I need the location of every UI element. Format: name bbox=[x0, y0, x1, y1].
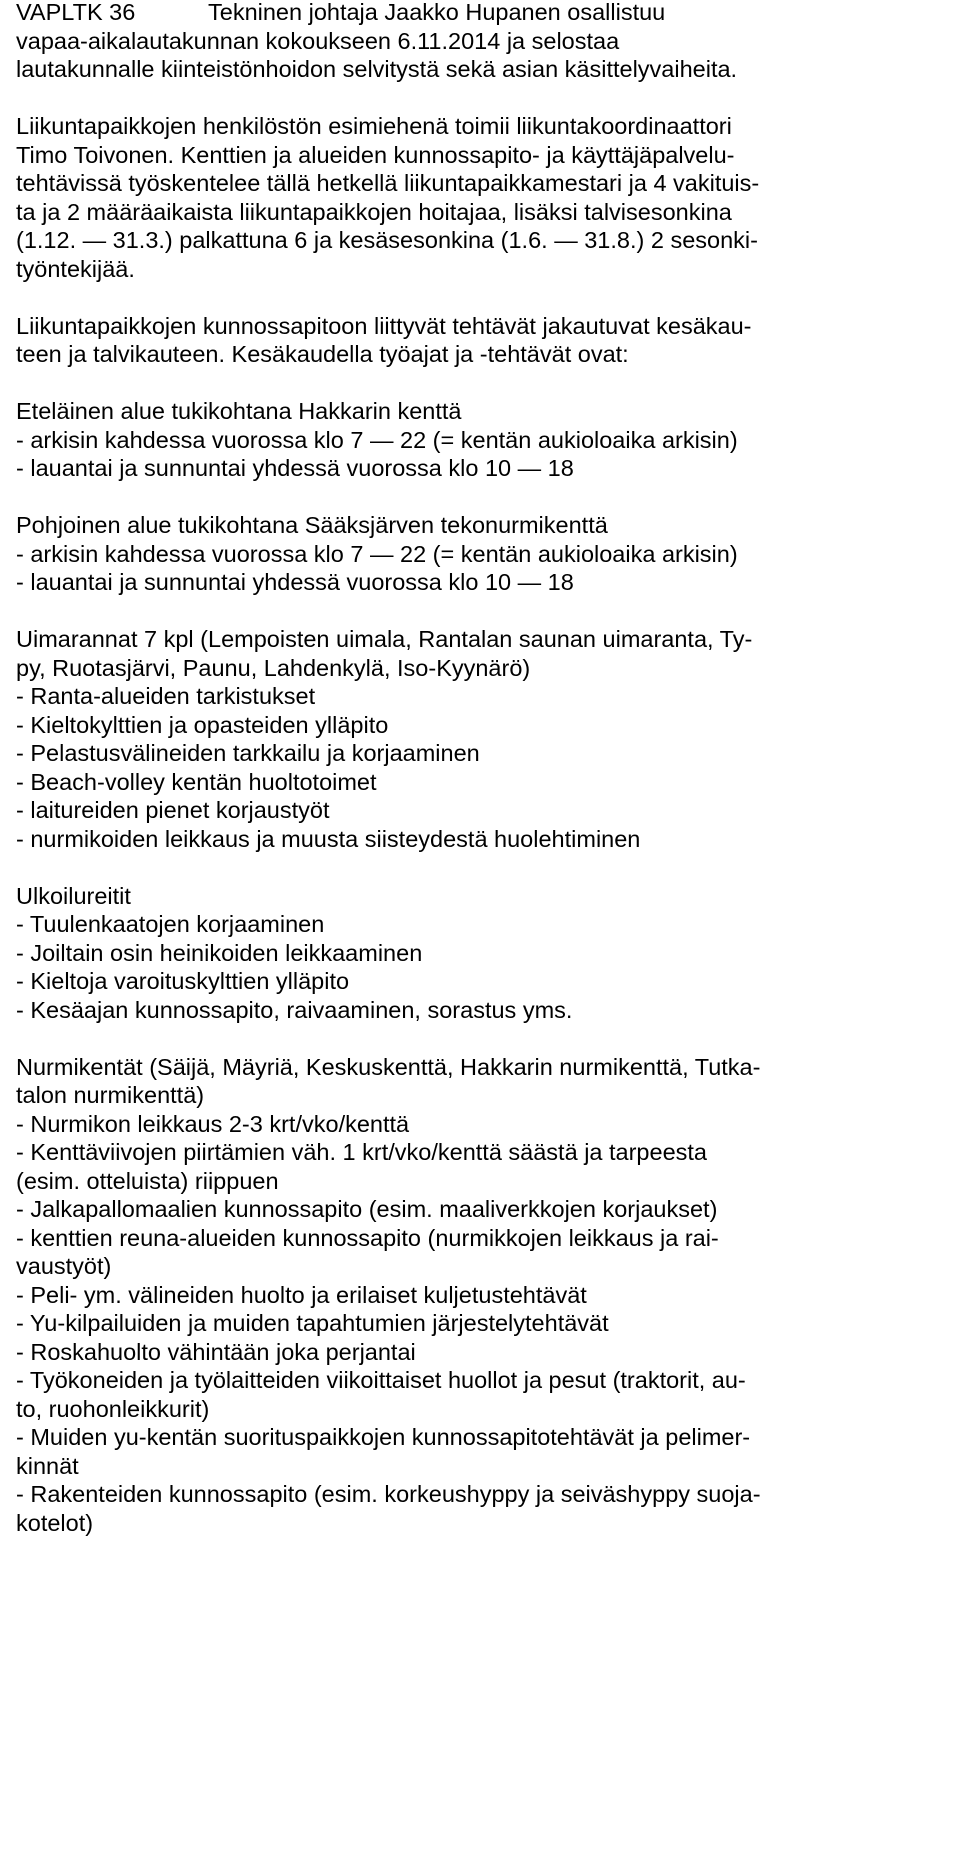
text-line: vapaa-aikalautakunnan kokoukseen 6.11.2014 ja selostaa bbox=[16, 28, 620, 54]
list-item: - Muiden yu-kentän suorituspaikkojen kunnossapitotehtävät ja pelimer- bbox=[16, 1424, 751, 1450]
area-heading: Ulkoilureitit bbox=[16, 883, 131, 909]
list-item: - lauantai ja sunnuntai yhdessä vuorossa klo 10 — 18 bbox=[16, 455, 574, 481]
text-line: teen ja talvikauteen. Kesäkaudella työajat ja -tehtävät ovat: bbox=[16, 341, 629, 367]
list-item: - kenttien reuna-alueiden kunnossapito (nurmikkojen leikkaus ja rai- bbox=[16, 1225, 719, 1251]
list-item: - Työkoneiden ja työlaitteiden viikoittaiset huollot ja pesut (traktorit, au- bbox=[16, 1367, 746, 1393]
list-item: - Beach-volley kentän huoltotoimet bbox=[16, 769, 377, 795]
text-line: tehtävissä työskentelee tällä hetkellä liikuntapaikkamestari ja 4 vakituis- bbox=[16, 170, 760, 196]
list-item: - Roskahuolto vähintään joka perjantai bbox=[16, 1339, 416, 1365]
list-item: (esim. otteluista) riippuen bbox=[16, 1168, 279, 1194]
list-item: - nurmikoiden leikkaus ja muusta siisteydestä huolehtiminen bbox=[16, 826, 641, 852]
list-item: - arkisin kahdessa vuorossa klo 7 — 22 (= kentän aukioloaika arkisin) bbox=[16, 541, 738, 567]
list-item: - Kieltoja varoituskylttien ylläpito bbox=[16, 968, 350, 994]
list-item: kinnät bbox=[16, 1453, 79, 1479]
list-item: - Rakenteiden kunnossapito (esim. korkeushyppy ja seiväshyppy suoja- bbox=[16, 1481, 761, 1507]
area-heading: Uimarannat 7 kpl (Lempoisten uimala, Rantalan saunan uimaranta, Ty- bbox=[16, 626, 753, 652]
text-line: Liikuntapaikkojen henkilöstön esimiehenä toimii liikuntakoordinaattori bbox=[16, 113, 732, 139]
text-line: (1.12. — 31.3.) palkattuna 6 ja kesäsesonkina (1.6. — 31.8.) 2 sesonki- bbox=[16, 227, 758, 253]
list-item: - arkisin kahdessa vuorossa klo 7 — 22 (= kentän aukioloaika arkisin) bbox=[16, 427, 738, 453]
list-item: vaustyöt) bbox=[16, 1253, 112, 1279]
area-heading: talon nurmikenttä) bbox=[16, 1082, 205, 1108]
list-item: - Nurmikon leikkaus 2-3 krt/vko/kenttä bbox=[16, 1111, 410, 1137]
section-intro-line: Tekninen johtaja Jaakko Hupanen osallistuu bbox=[208, 0, 666, 25]
list-item: - laitureiden pienet korjaustyöt bbox=[16, 797, 330, 823]
list-item: - Pelastusvälineiden tarkkailu ja korjaaminen bbox=[16, 740, 480, 766]
area-heading: Eteläinen alue tukikohtana Hakkarin kenttä bbox=[16, 398, 462, 424]
list-item: to, ruohonleikkurit) bbox=[16, 1396, 210, 1422]
list-item: - Joiltain osin heinikoiden leikkaaminen bbox=[16, 940, 423, 966]
list-item: - lauantai ja sunnuntai yhdessä vuorossa klo 10 — 18 bbox=[16, 569, 574, 595]
text-line: Liikuntapaikkojen kunnossapitoon liittyvät tehtävät jakautuvat kesäkau- bbox=[16, 313, 752, 339]
area-heading: Pohjoinen alue tukikohtana Sääksjärven tekonurmikenttä bbox=[16, 512, 608, 538]
text-line: Timo Toivonen. Kenttien ja alueiden kunnossapito- ja käyttäjäpalvelu- bbox=[16, 142, 735, 168]
list-item: - Kesäajan kunnossapito, raivaaminen, sorastus yms. bbox=[16, 997, 573, 1023]
list-item: - Yu-kilpailuiden ja muiden tapahtumien järjestelytehtävät bbox=[16, 1310, 609, 1336]
list-item: - Kieltokylttien ja opasteiden ylläpito bbox=[16, 712, 389, 738]
list-item: - Peli- ym. välineiden huolto ja erilaiset kuljetustehtävät bbox=[16, 1282, 587, 1308]
text-line: lautakunnalle kiinteistönhoidon selvitystä sekä asian käsittelyvaiheita. bbox=[16, 56, 738, 82]
text-line: työntekijää. bbox=[16, 256, 135, 282]
area-heading: py, Ruotasjärvi, Paunu, Lahdenkylä, Iso-Kyynärö) bbox=[16, 655, 531, 681]
list-item: - Jalkapallomaalien kunnossapito (esim. maaliverkkojen korjaukset) bbox=[16, 1196, 718, 1222]
text-line: ta ja 2 määräaikaista liikuntapaikkojen hoitajaa, lisäksi talvisesonkina bbox=[16, 199, 732, 225]
list-item: - Ranta-alueiden tarkistukset bbox=[16, 683, 316, 709]
area-heading: Nurmikentät (Säijä, Mäyriä, Keskuskenttä, Hakkarin nurmikenttä, Tutka- bbox=[16, 1054, 761, 1080]
list-item: - Kenttäviivojen piirtämien väh. 1 krt/vko/kenttä säästä ja tarpeesta bbox=[16, 1139, 707, 1165]
list-item: - Tuulenkaatojen korjaaminen bbox=[16, 911, 325, 937]
list-item: kotelot) bbox=[16, 1510, 94, 1536]
section-id: VAPLTK 36 bbox=[16, 0, 136, 25]
